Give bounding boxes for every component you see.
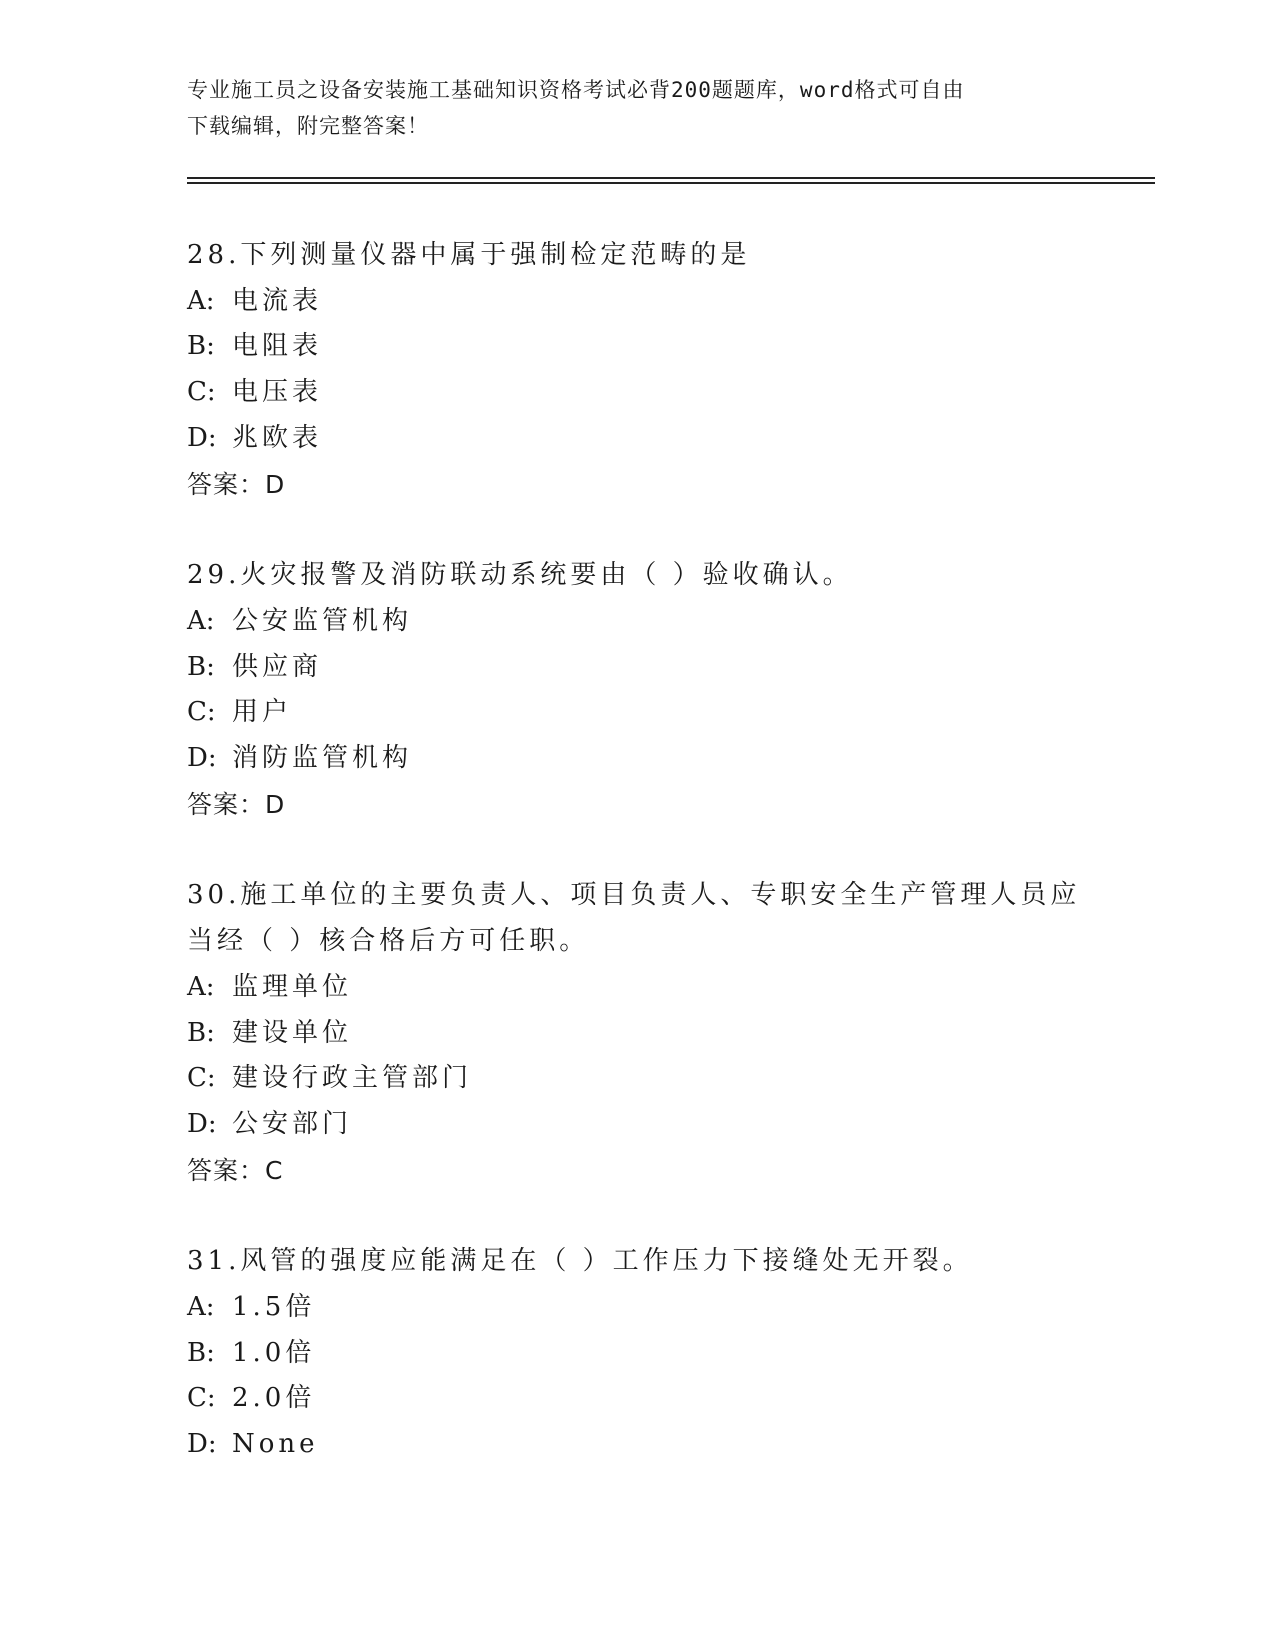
question-29 xyxy=(187,553,1087,827)
answer-key: 答案：D xyxy=(187,469,286,499)
option-text: 监理单位 xyxy=(232,971,353,1002)
question-31 xyxy=(187,1239,1087,1468)
answer-key: 答案：D xyxy=(187,789,286,819)
option-c xyxy=(187,1056,1087,1102)
document-title-line-1: 专业施工员之设备安装施工基础知识资格考试必背200题题库，word格式可自由 xyxy=(187,78,965,102)
header-divider-bottom xyxy=(187,182,1155,184)
option-text: 电阻表 xyxy=(232,331,323,362)
option-a xyxy=(187,599,1087,645)
option-text: 电流表 xyxy=(232,285,323,316)
question-list xyxy=(187,233,1087,1514)
answer-key: 答案：C xyxy=(187,1155,284,1185)
option-a xyxy=(187,1285,1087,1331)
option-letter: D: xyxy=(187,1429,217,1460)
question-stem: 29.火灾报警及消防联动系统要由（ ）验收确认。 xyxy=(187,560,853,591)
option-letter: B: xyxy=(187,331,215,362)
option-letter: B: xyxy=(187,1017,215,1048)
option-b xyxy=(187,324,1087,370)
option-letter: C: xyxy=(187,377,216,408)
option-text: 用户 xyxy=(232,697,293,728)
option-c xyxy=(187,370,1087,416)
option-text: 供应商 xyxy=(232,651,323,682)
option-d xyxy=(187,416,1087,462)
option-letter: A: xyxy=(187,971,215,1002)
option-text: 2.0倍 xyxy=(232,1383,316,1414)
option-d xyxy=(187,1422,1087,1468)
option-text: 1.0倍 xyxy=(232,1337,316,1368)
option-a xyxy=(187,279,1087,325)
option-letter: D: xyxy=(187,1108,217,1139)
option-letter: C: xyxy=(187,697,216,728)
option-letter: A: xyxy=(187,1292,215,1323)
option-letter: C: xyxy=(187,1383,216,1414)
option-text: 电压表 xyxy=(232,377,323,408)
question-stem: 28.下列测量仪器中属于强制检定范畴的是 xyxy=(187,240,751,270)
option-letter: D: xyxy=(187,743,217,774)
option-text: 建设单位 xyxy=(232,1017,353,1048)
option-b xyxy=(187,645,1087,691)
option-text: 消防监管机构 xyxy=(232,743,413,774)
option-letter: A: xyxy=(187,285,215,316)
question-30 xyxy=(187,873,1087,1193)
option-letter: B: xyxy=(187,1337,215,1368)
question-stem: 30.施工单位的主要负责人、项目负责人、专职安全生产管理人员应当经（ ）核合格后方可任职。 xyxy=(187,880,1081,957)
option-text: 建设行政主管部门 xyxy=(232,1063,473,1094)
document-title-line-2: 下载编辑，附完整答案！ xyxy=(187,114,429,138)
option-a xyxy=(187,965,1087,1011)
option-text: 公安监管机构 xyxy=(232,605,413,636)
document-header xyxy=(187,72,1067,144)
option-letter: B: xyxy=(187,651,215,682)
option-text: 1.5倍 xyxy=(232,1292,316,1323)
option-text: None xyxy=(232,1429,319,1460)
option-b xyxy=(187,1011,1087,1057)
option-letter: A: xyxy=(187,605,215,636)
option-d xyxy=(187,736,1087,782)
option-letter: D: xyxy=(187,422,217,453)
option-d xyxy=(187,1102,1087,1148)
header-divider-top xyxy=(187,177,1155,179)
question-stem: 31.风管的强度应能满足在（ ）工作压力下接缝处无开裂。 xyxy=(187,1246,973,1277)
option-letter: C: xyxy=(187,1063,216,1094)
option-text: 公安部门 xyxy=(232,1108,353,1139)
question-28 xyxy=(187,233,1087,507)
option-c xyxy=(187,690,1087,736)
option-b xyxy=(187,1331,1087,1377)
option-text: 兆欧表 xyxy=(232,422,323,453)
option-c xyxy=(187,1376,1087,1422)
